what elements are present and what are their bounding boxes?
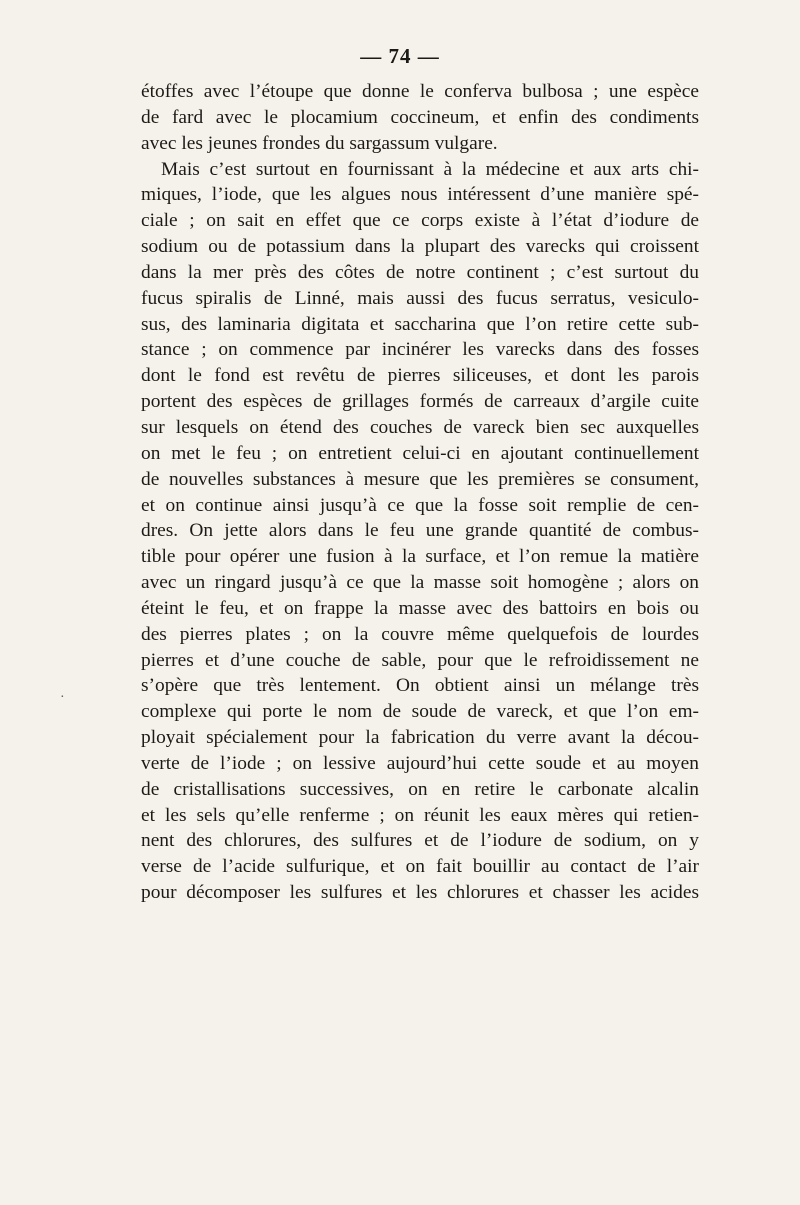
text-line: Mais c’est surtout en fournissant à la médecine et aux arts chi- — [161, 158, 699, 180]
text-line: stance ; on commence par incinérer les varecks dans des fosses — [141, 339, 699, 361]
text-line: avec un ringard jusqu’à ce que la masse soit homogène ; alors on — [141, 572, 699, 594]
text-line: miques, l’iode, que les algues nous intéressent d’une manière spé- — [141, 184, 699, 206]
text-line: étoffes avec l’étoupe que donne le conferva bulbosa ; une espèce — [141, 81, 699, 102]
text-line: pierres et d’une couche de sable, pour que le refroidissement ne — [141, 649, 699, 671]
text-line: des pierres plates ; on la couvre même quelquefois de lourdes — [141, 623, 699, 645]
text-line: ployait spécialement pour la fabrication du verre avant la décou- — [141, 727, 699, 749]
page-number: — 74 — — [360, 44, 440, 68]
text-line: et on continue ainsi jusqu’à ce que la fosse soit remplie de cen- — [141, 494, 699, 516]
text-line: et les sels qu’elle renferme ; on réunit les eaux mères qui retien- — [141, 804, 699, 826]
text-line: nent des chlorures, des sulfures et de l’iodure de sodium, on y — [141, 830, 699, 852]
margin-mark: · — [60, 690, 65, 705]
text-line: verte de l’iode ; on lessive aujourd’hui cette soude et au moyen — [141, 752, 699, 774]
text-line: de cristallisations successives, on en retire le carbonate alcalin — [141, 778, 699, 800]
text-line: avec les jeunes frondes du sargassum vulgare. — [141, 132, 498, 154]
text-line: on met le feu ; on entretient celui-ci en ajoutant continuellement — [141, 442, 699, 464]
text-line: sodium ou de potassium dans la plupart des varecks qui croissent — [141, 236, 699, 258]
text-line: de nouvelles substances à mesure que les premières se consument, — [141, 468, 699, 490]
text-line: complexe qui porte le nom de soude de vareck, et que l’on em- — [141, 701, 699, 723]
text-line: tible pour opérer une fusion à la surface, et l’on remue la matière — [141, 546, 699, 568]
text-line: ciale ; on sait en effet que ce corps existe à l’état d’iodure de — [141, 210, 699, 232]
text-line: verse de l’acide sulfurique, et on fait bouillir au contact de l’air — [141, 856, 699, 878]
text-line: sus, des laminaria digitata et saccharina que l’on retire cette sub- — [141, 313, 699, 335]
text-line: fucus spiralis de Linné, mais aussi des fucus serratus, vesiculo- — [141, 287, 699, 309]
body-text — [141, 79, 699, 906]
text-line: s’opère que très lentement. On obtient ainsi un mélange très — [141, 675, 699, 697]
text-line: dans la mer près des côtes de notre continent ; c’est surtout du — [141, 261, 699, 283]
text-line: dont le fond est revêtu de pierres siliceuses, et dont les parois — [141, 365, 699, 387]
text-line: sur lesquels on étend des couches de vareck bien sec auxquelles — [141, 416, 699, 438]
text-line: de fard avec le plocamium coccineum, et enfin des condiments — [141, 106, 699, 128]
text-line: pour décomposer les sulfures et les chlorures et chasser les acides — [141, 882, 699, 904]
text-line: éteint le feu, et on frappe la masse avec des battoirs en bois ou — [141, 597, 699, 619]
text-line: dres. On jette alors dans le feu une grande quantité de combus- — [141, 520, 699, 542]
text-line: portent des espèces de grillages formés de carreaux d’argile cuite — [141, 391, 699, 413]
